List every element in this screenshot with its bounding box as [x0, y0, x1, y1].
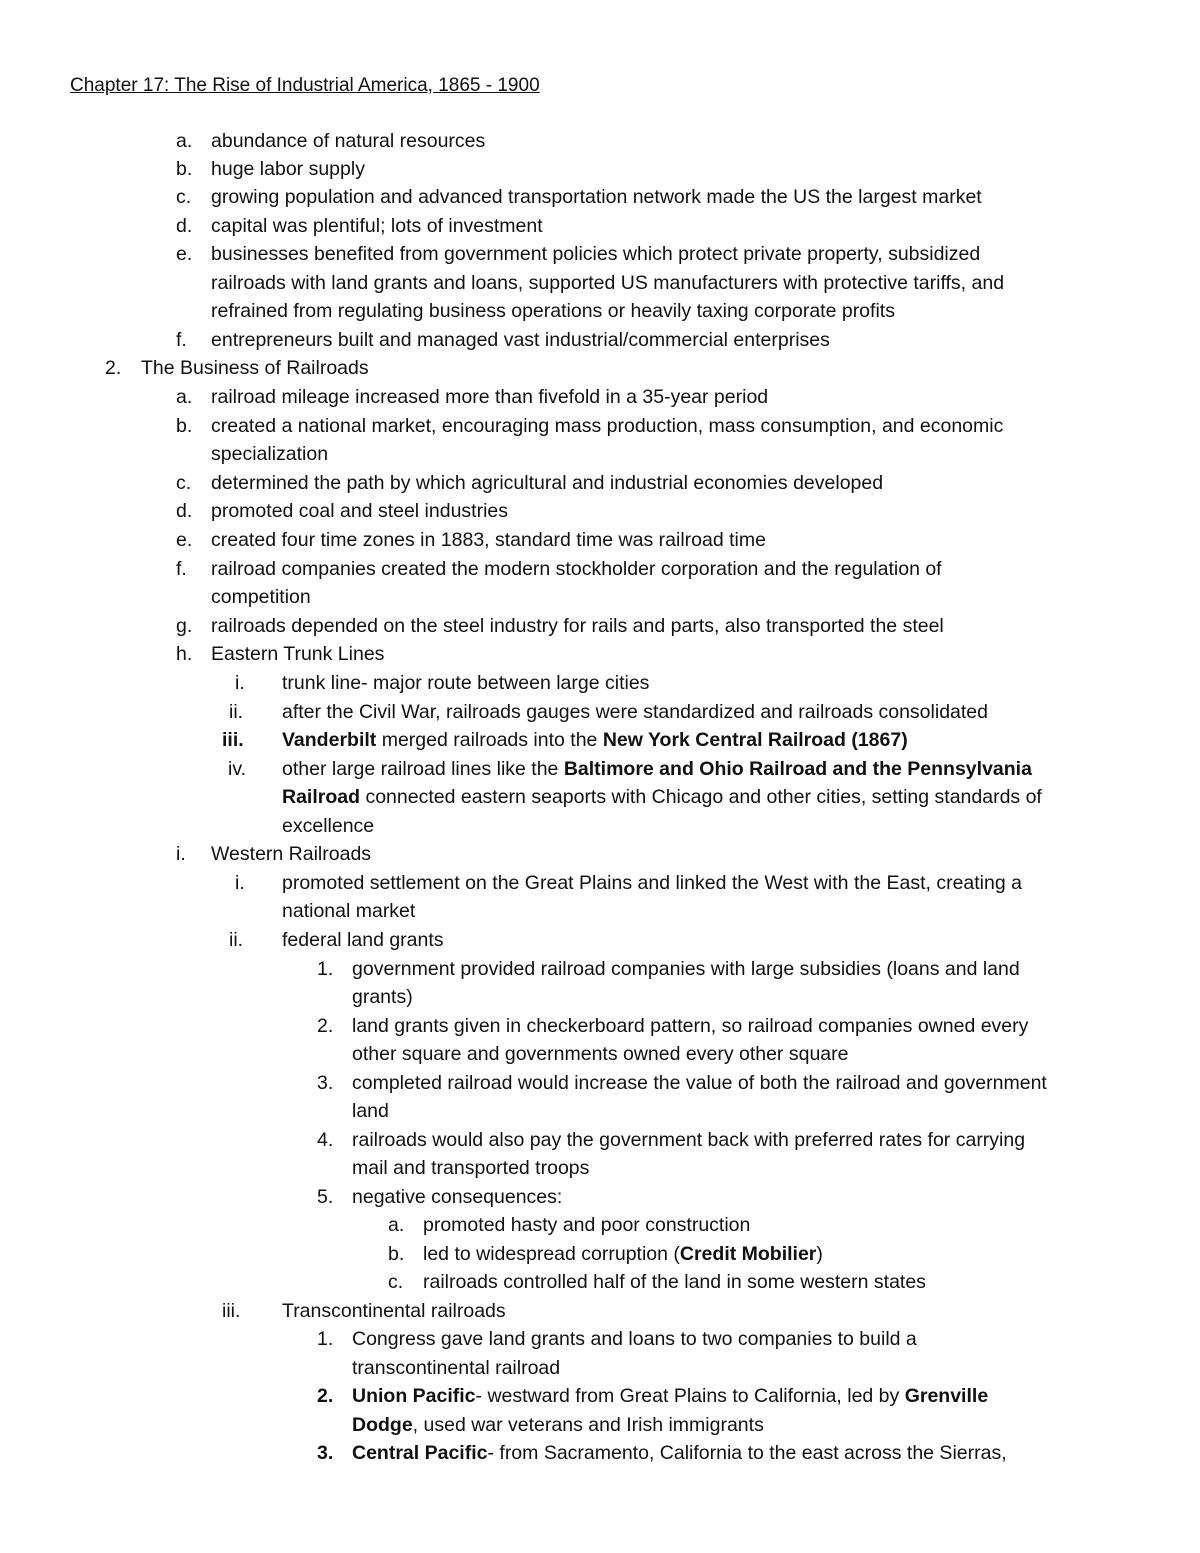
bold-term: Credit Mobilier [679, 1243, 817, 1265]
list-marker: ii. [229, 929, 244, 951]
list-marker: b. [388, 1243, 405, 1265]
list-item-text: Transcontinental railroads [282, 1300, 506, 1322]
list-marker: e. [176, 243, 193, 265]
list-item-text: businesses benefited from government policies which protect private property, subsidized [211, 243, 981, 265]
list-item-text: after the Civil War, railroads gauges were standardized and railroads consolidated [282, 701, 988, 723]
list-marker: f. [176, 329, 187, 351]
list-marker: ii. [229, 701, 244, 723]
list-item-text: land [352, 1100, 389, 1122]
list-item-text: refrained from regulating business operations or heavily taxing corporate profits [211, 300, 895, 322]
page-title: Chapter 17: The Rise of Industrial America, 1865 - 1900 [70, 75, 540, 96]
list-marker: c. [388, 1271, 404, 1293]
list-marker: iv. [228, 758, 247, 780]
list-marker: iii. [222, 1300, 241, 1322]
list-marker: 3. [317, 1442, 334, 1464]
list-item-text: competition [211, 586, 311, 608]
list-item-text: national market [282, 900, 416, 922]
list-marker: h. [176, 643, 193, 665]
list-item-text: transcontinental railroad [352, 1357, 561, 1379]
bold-term: Vanderbilt [282, 729, 377, 751]
list-item-text: trunk line- major route between large cities [282, 672, 650, 694]
list-item-text: other square and governments owned every other square [352, 1043, 849, 1065]
list-marker: b. [176, 415, 193, 437]
bold-term: Dodge [352, 1414, 413, 1436]
bold-term: Baltimore and Ohio Railroad and the Pennsylvania [563, 758, 1032, 780]
list-item-text: negative consequences: [352, 1186, 563, 1208]
list-marker: 5. [317, 1186, 334, 1208]
list-item-text: abundance of natural resources [211, 130, 486, 152]
section-heading-text: The Business of Railroads [141, 357, 369, 379]
list-marker: b. [176, 158, 193, 180]
list-item-text: federal land grants [282, 929, 444, 951]
list-item-text: promoted hasty and poor construction [423, 1214, 751, 1236]
list-item-text: railroad mileage increased more than fivefold in a 35-year period [211, 386, 769, 408]
list-item-text: railroads depended on the steel industry for rails and parts, also transported the steel [211, 615, 944, 637]
list-item-text: Dodge, used war veterans and Irish immigrants [352, 1414, 764, 1436]
list-item-text: grants) [352, 986, 413, 1008]
list-item-text: excellence [282, 815, 375, 837]
bold-term: Grenville [904, 1385, 989, 1407]
list-item-text: determined the path by which agricultural and industrial economies developed [211, 472, 884, 494]
list-marker: c. [176, 472, 192, 494]
list-marker: g. [176, 615, 193, 637]
list-marker: 1. [317, 1328, 334, 1350]
list-item-text: government provided railroad companies with large subsidies (loans and land [352, 958, 1020, 980]
list-item-text: growing population and advanced transportation network made the US the largest market [211, 186, 982, 208]
list-marker: i. [176, 843, 186, 865]
list-marker: d. [176, 500, 193, 522]
list-marker: iii. [222, 729, 244, 751]
list-marker: 2. [105, 357, 122, 379]
list-item-text: other large railroad lines like the Baltimore and Ohio Railroad and the Pennsylvania [282, 758, 1032, 780]
list-item-text: Western Railroads [211, 843, 372, 865]
list-item-text: land grants given in checkerboard pattern, so railroad companies owned every [352, 1015, 1029, 1037]
list-item-text: railroads would also pay the government back with preferred rates for carrying [352, 1129, 1026, 1151]
bold-term: New York Central Railroad (1867) [602, 729, 908, 751]
list-marker: f. [176, 558, 187, 580]
list-item-text: Railroad connected eastern seaports with Chicago and other cities, setting standards of [282, 786, 1042, 808]
list-marker: a. [176, 386, 193, 408]
list-item-text: railroads controlled half of the land in some western states [423, 1271, 926, 1293]
list-item-text: mail and transported troops [352, 1157, 590, 1179]
list-item-text: railroads with land grants and loans, supported US manufacturers with protective tariffs, and [211, 272, 1005, 294]
list-item-text: specialization [211, 443, 329, 465]
list-marker: i. [235, 672, 245, 694]
list-item-text: railroad companies created the modern stockholder corporation and the regulation of [211, 558, 942, 580]
bold-term: Union Pacific [352, 1385, 476, 1407]
list-item-text: Central Pacific- from Sacramento, California to the east across the Sierras, [352, 1442, 1007, 1464]
bold-term: Railroad [282, 786, 361, 808]
list-item-text: completed railroad would increase the value of both the railroad and government [352, 1072, 1047, 1094]
list-marker: a. [176, 130, 193, 152]
list-item-text: Congress gave land grants and loans to two companies to build a [352, 1328, 917, 1350]
list-item-text: led to widespread corruption (Credit Mobilier) [423, 1243, 823, 1265]
list-marker: d. [176, 215, 193, 237]
list-marker: e. [176, 529, 193, 551]
list-item-text: huge labor supply [211, 158, 365, 180]
list-marker: c. [176, 186, 192, 208]
list-marker: 2. [317, 1385, 334, 1407]
list-item-text: promoted settlement on the Great Plains and linked the West with the East, creating a [282, 872, 1022, 894]
list-marker: i. [235, 872, 245, 894]
list-item-text: entrepreneurs built and managed vast industrial/commercial enterprises [211, 329, 830, 351]
list-item-text: created four time zones in 1883, standard time was railroad time [211, 529, 766, 551]
list-marker: 4. [317, 1129, 334, 1151]
list-marker: 3. [317, 1072, 334, 1094]
bold-term: Central Pacific [352, 1442, 488, 1464]
list-item-text: created a national market, encouraging mass production, mass consumption, and economic [211, 415, 1004, 437]
list-item-text: capital was plentiful; lots of investment [211, 215, 543, 237]
list-marker: a. [388, 1214, 405, 1236]
list-item-text: Union Pacific- westward from Great Plains to California, led by Grenville [352, 1385, 989, 1407]
list-item-text: Eastern Trunk Lines [211, 643, 385, 665]
list-marker: 1. [317, 958, 334, 980]
list-item-text: Vanderbilt merged railroads into the New York Central Railroad (1867) [282, 729, 908, 751]
list-marker: 2. [317, 1015, 334, 1037]
list-item-text: promoted coal and steel industries [211, 500, 509, 522]
